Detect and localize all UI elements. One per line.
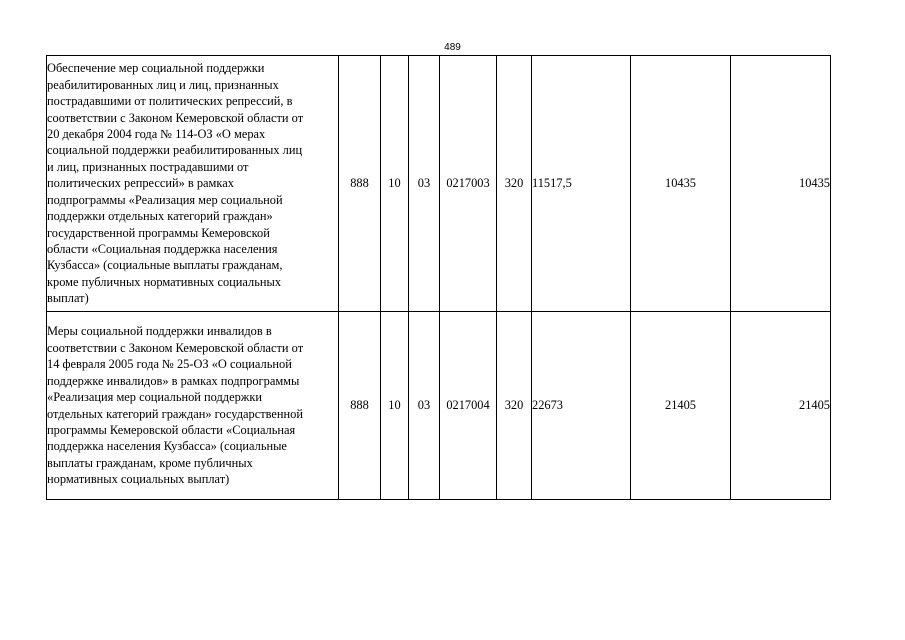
description-line: и лиц, признанных пострадавшими от <box>47 159 249 174</box>
expense-type-code: 320 <box>497 312 532 500</box>
description-line: социальной поддержки реабилитированных лиц <box>47 143 303 158</box>
description-line: программы Кемеровской области «Социальная <box>47 422 296 437</box>
section-code: 10 <box>381 312 409 500</box>
description-line: выплаты гражданам, кроме публичных <box>47 455 253 470</box>
description-line: «Реализация мер социальной поддержки <box>47 390 263 405</box>
section-code: 10 <box>381 56 409 312</box>
description-line: поддержка населения Кузбасса» (социальные <box>47 439 287 454</box>
amount-year-3: 10435 <box>731 56 831 312</box>
budget-table <box>46 55 831 500</box>
row-description <box>47 56 339 312</box>
description-line: Обеспечение мер социальной поддержки <box>47 61 265 76</box>
description-line: соответствии с Законом Кемеровской области от <box>47 110 304 125</box>
expense-type-code: 320 <box>497 56 532 312</box>
subsection-code: 03 <box>409 56 440 312</box>
description-line: реабилитированных лиц и лиц, признанных <box>47 77 279 92</box>
description-line: нормативных социальных выплат) <box>47 472 230 487</box>
target-article-code: 0217003 <box>440 56 497 312</box>
table-row <box>47 56 831 312</box>
description-line: Меры социальной поддержки инвалидов в <box>47 324 272 339</box>
amount-year-2: 21405 <box>631 312 731 500</box>
description-line: пострадавшими от политических репрессий, в <box>47 94 293 109</box>
description-line: политических репрессий» в рамках <box>47 176 234 191</box>
description-line: государственной программы Кемеровской <box>47 225 270 240</box>
amount-year-3: 21405 <box>731 312 831 500</box>
description-line: соответствии с Законом Кемеровской области от <box>47 340 304 355</box>
amount-year-1: 22673 <box>532 312 631 500</box>
ministry-code: 888 <box>339 56 381 312</box>
subsection-code: 03 <box>409 312 440 500</box>
description-line: Кузбасса» (социальные выплаты гражданам, <box>47 258 283 273</box>
description-line: поддержке инвалидов» в рамках подпрограммы <box>47 373 300 388</box>
description-line: выплат) <box>47 291 89 306</box>
ministry-code: 888 <box>339 312 381 500</box>
description-line: отдельных категорий граждан» государственной <box>47 406 303 421</box>
amount-year-1: 11517,5 <box>532 56 631 312</box>
row-description <box>47 312 339 500</box>
description-line: 14 февраля 2005 года № 25-ОЗ «О социальной <box>47 357 292 372</box>
description-line: 20 декабря 2004 года № 114-ОЗ «О мерах <box>47 127 266 142</box>
amount-year-2: 10435 <box>631 56 731 312</box>
table-row <box>47 312 831 500</box>
description-line: кроме публичных нормативных социальных <box>47 274 282 289</box>
description-line: области «Социальная поддержка населения <box>47 241 278 256</box>
description-line: поддержки отдельных категорий граждан» <box>47 209 273 224</box>
target-article-code: 0217004 <box>440 312 497 500</box>
description-line: подпрограммы «Реализация мер социальной <box>47 192 283 207</box>
page-number: 489 <box>444 42 461 53</box>
